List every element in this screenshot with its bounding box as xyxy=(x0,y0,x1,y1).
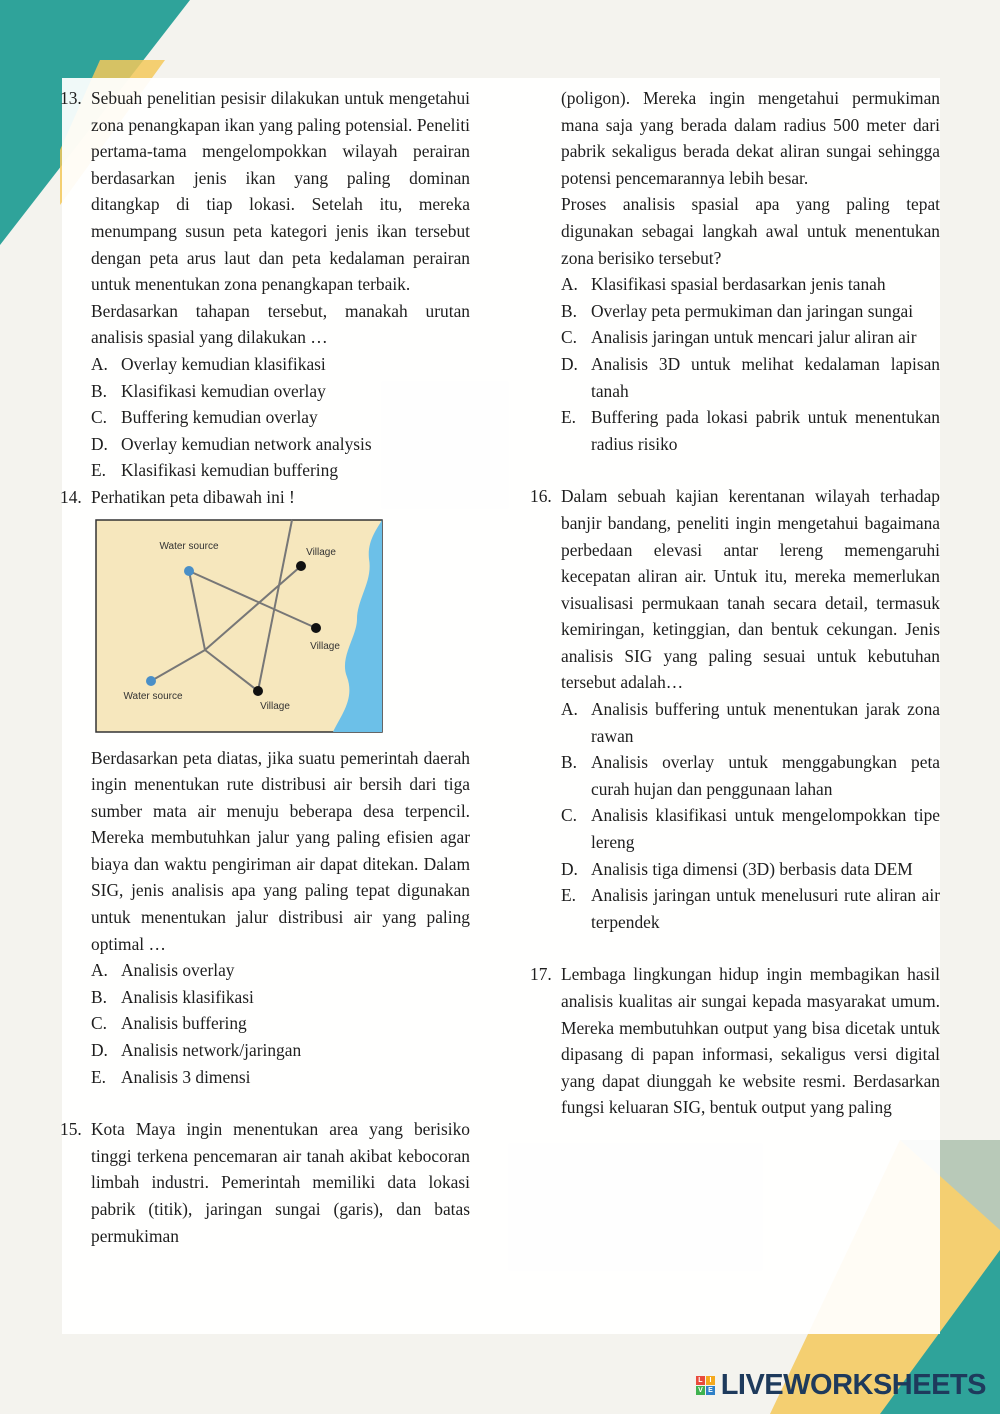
question-15 xyxy=(60,1116,470,1249)
option-text: Klasifikasi kemudian buffering xyxy=(121,460,339,481)
option-text: Analisis jaringan untuk mencari jalur aliran air xyxy=(591,327,917,348)
answer-option[interactable] xyxy=(91,957,470,984)
option-letter: B. xyxy=(91,380,107,401)
option-letter: A. xyxy=(561,274,578,295)
option-letter: B. xyxy=(561,752,577,773)
left-column xyxy=(60,85,470,1249)
option-text: Analisis buffering xyxy=(121,1013,247,1034)
option-letter: E. xyxy=(91,460,106,481)
option-text: Analisis klasifikasi xyxy=(121,986,254,1007)
spacer xyxy=(60,1090,470,1116)
option-text: Overlay peta permukiman dan jaringan sungai xyxy=(591,300,914,321)
answer-option[interactable] xyxy=(91,984,470,1011)
option-text: Analisis tiga dimensi (3D) berbasis data DEM xyxy=(591,858,913,879)
option-letter: E. xyxy=(561,885,576,906)
answer-option[interactable] xyxy=(561,802,940,855)
answer-option[interactable] xyxy=(561,749,940,802)
option-letter: A. xyxy=(561,699,578,720)
village-marker xyxy=(296,561,306,571)
answer-option[interactable] xyxy=(561,404,940,457)
option-letter: D. xyxy=(561,858,578,879)
answer-option[interactable] xyxy=(561,271,940,298)
answer-option[interactable] xyxy=(91,1064,470,1091)
village-marker xyxy=(311,623,321,633)
option-letter: C. xyxy=(91,407,107,428)
question-number: 14. xyxy=(60,486,82,507)
answer-option[interactable] xyxy=(561,696,940,749)
option-letter: C. xyxy=(561,805,577,826)
question-number: 16. xyxy=(530,486,552,507)
answer-option[interactable] xyxy=(91,378,470,405)
option-text: Analisis overlay untuk menggabungkan peta curah hujan dan penggunaan lahan xyxy=(591,752,940,799)
option-letter: D. xyxy=(91,1040,108,1061)
option-letter: B. xyxy=(91,986,107,1007)
option-letter: C. xyxy=(91,1013,107,1034)
answer-options xyxy=(561,696,940,935)
water-source-marker xyxy=(146,676,156,686)
spacer xyxy=(530,457,940,483)
option-letter: E. xyxy=(561,407,576,428)
question-stem: Sebuah penelitian pesisir dilakukan untuk mengetahui zona penangkapan ikan yang paling potensial. Peneliti pertama-tama mengelompokkan wilayah perairan berdasarkan jenis ikan yang paling dominan ditangkap di tiap lokasi. Setelah itu, mereka menumpang susun peta kategori jenis ikan tersebut dengan peta arus laut dan peta kedalaman perairan untuk menentukan zona penangkapan terbaik. xyxy=(91,88,470,295)
option-letter: D. xyxy=(561,353,578,374)
answer-options xyxy=(91,957,470,1090)
liveworksheets-icon: L I V E xyxy=(696,1376,715,1395)
option-letter: A. xyxy=(91,353,108,374)
option-letter: D. xyxy=(91,433,108,454)
question-16 xyxy=(530,483,940,935)
question-prompt: Berdasarkan tahapan tersebut, manakah urutan analisis spasial yang dilakukan … xyxy=(91,300,470,348)
option-text: Analisis overlay xyxy=(121,960,235,981)
village-label: Village xyxy=(310,640,340,652)
water-source-label: Water source xyxy=(159,540,219,552)
question-14 xyxy=(60,484,470,1090)
spacer xyxy=(530,935,940,961)
answer-option[interactable] xyxy=(561,351,940,404)
answer-option[interactable] xyxy=(561,882,940,935)
brand-name: LIVEWORKSHEETS xyxy=(720,1369,986,1401)
question-stem: Perhatikan peta dibawah ini ! xyxy=(91,486,295,507)
option-text: Buffering pada lokasi pabrik untuk menentukan radius risiko xyxy=(591,407,940,454)
question-17 xyxy=(530,961,940,1121)
answer-option[interactable] xyxy=(91,1037,470,1064)
answer-options xyxy=(91,351,470,484)
option-letter: A. xyxy=(91,960,108,981)
question-number: 13. xyxy=(60,88,82,108)
question-stem: Kota Maya ingin menentukan area yang berisiko tinggi terkena pencemaran air tanah akibat kebocoran limbah industri. Pemerintah memiliki data lokasi pabrik (titik), jaringan sungai (garis), dan batas permukiman xyxy=(91,1119,470,1246)
village-label: Village xyxy=(260,700,290,712)
option-letter: E. xyxy=(91,1066,106,1087)
water-source-label: Water source xyxy=(123,690,183,702)
option-text: Analisis buffering untuk menentukan jarak zona rawan xyxy=(591,699,940,746)
option-text: Overlay kemudian network analysis xyxy=(121,433,372,454)
answer-option[interactable] xyxy=(91,457,470,484)
answer-option[interactable] xyxy=(561,324,940,351)
option-letter: B. xyxy=(561,300,577,321)
village-label: Village xyxy=(306,546,336,558)
answer-options xyxy=(561,271,940,457)
village-marker xyxy=(253,686,263,696)
option-text: Analisis network/jaringan xyxy=(121,1040,302,1061)
option-text: Overlay kemudian klasifikasi xyxy=(121,353,326,374)
option-text: Buffering kemudian overlay xyxy=(121,407,318,428)
answer-option[interactable] xyxy=(91,431,470,458)
answer-option[interactable] xyxy=(91,404,470,431)
answer-option[interactable] xyxy=(561,856,940,883)
question-stem: Lembaga lingkungan hidup ingin membagikan hasil analisis kualitas air sungai kepada masyarakat umum. Mereka membutuhkan output yang bisa dicetak untuk dipasang di papan informasi, sekaligus versi digital yang dapat diunggah ke website resmi. Berdasarkan fungsi keluaran SIG, bentuk output yang paling xyxy=(561,964,940,1118)
answer-option[interactable] xyxy=(91,1010,470,1037)
question-number: 15. xyxy=(60,1119,82,1140)
option-text: Analisis 3D untuk melihat kedalaman lapisan tanah xyxy=(591,353,940,401)
question-stem-continued: (poligon). Mereka ingin mengetahui permukiman mana saja yang berada dalam radius 500 meter dari pabrik sekaligus berada dekat aliran sungai sehingga potensi pencemarannya lebih besar. xyxy=(561,88,940,188)
question-13 xyxy=(60,85,470,484)
right-column xyxy=(530,85,940,1121)
option-text: Klasifikasi kemudian overlay xyxy=(121,380,326,401)
option-text: Klasifikasi spasial berdasarkan jenis tanah xyxy=(591,274,886,295)
option-letter: C. xyxy=(561,327,577,348)
question-prompt: Berdasarkan peta diatas, jika suatu pemerintah daerah ingin menentukan rute distribusi air bersih dari tiga sumber mata air menuju beberapa desa terpencil. Mereka membutuhkan jalur yang paling efisien agar biaya dan waktu pengiriman air dapat ditekan. Dalam SIG, jenis analisis apa yang paling tepat digunakan untuk menentukan jalur distribusi air yang paling optimal … xyxy=(91,747,470,954)
question-15-continued xyxy=(530,85,940,457)
question-stem: Dalam sebuah kajian kerentanan wilayah terhadap banjir bandang, peneliti ingin mengetahui bagaimana perbedaan elevasi antar lereng memengaruhi kecepatan aliran air. Untuk itu, mereka memerlukan visualisasi permukaan tanah secara detail, termasuk kemiringan, ketinggian, dan bentuk cekungan. Jenis analisis SIG yang paling sesuai untuk kebutuhan tersebut adalah… xyxy=(561,486,940,693)
option-text: Analisis klasifikasi untuk mengelompokkan tipe lereng xyxy=(591,805,940,853)
network-map xyxy=(95,519,383,733)
option-text: Analisis jaringan untuk menelusuri rute aliran air terpendek xyxy=(591,885,940,932)
question-number: 17. xyxy=(530,964,552,985)
question-prompt: Proses analisis spasial apa yang paling tepat digunakan sebagai langkah awal untuk menentukan zona berisiko tersebut? xyxy=(561,194,940,268)
liveworksheets-logo[interactable] xyxy=(696,1369,986,1402)
option-text: Analisis 3 dimensi xyxy=(121,1066,251,1087)
answer-option[interactable] xyxy=(91,351,470,378)
water-source-marker xyxy=(184,566,194,576)
answer-option[interactable] xyxy=(561,298,940,325)
